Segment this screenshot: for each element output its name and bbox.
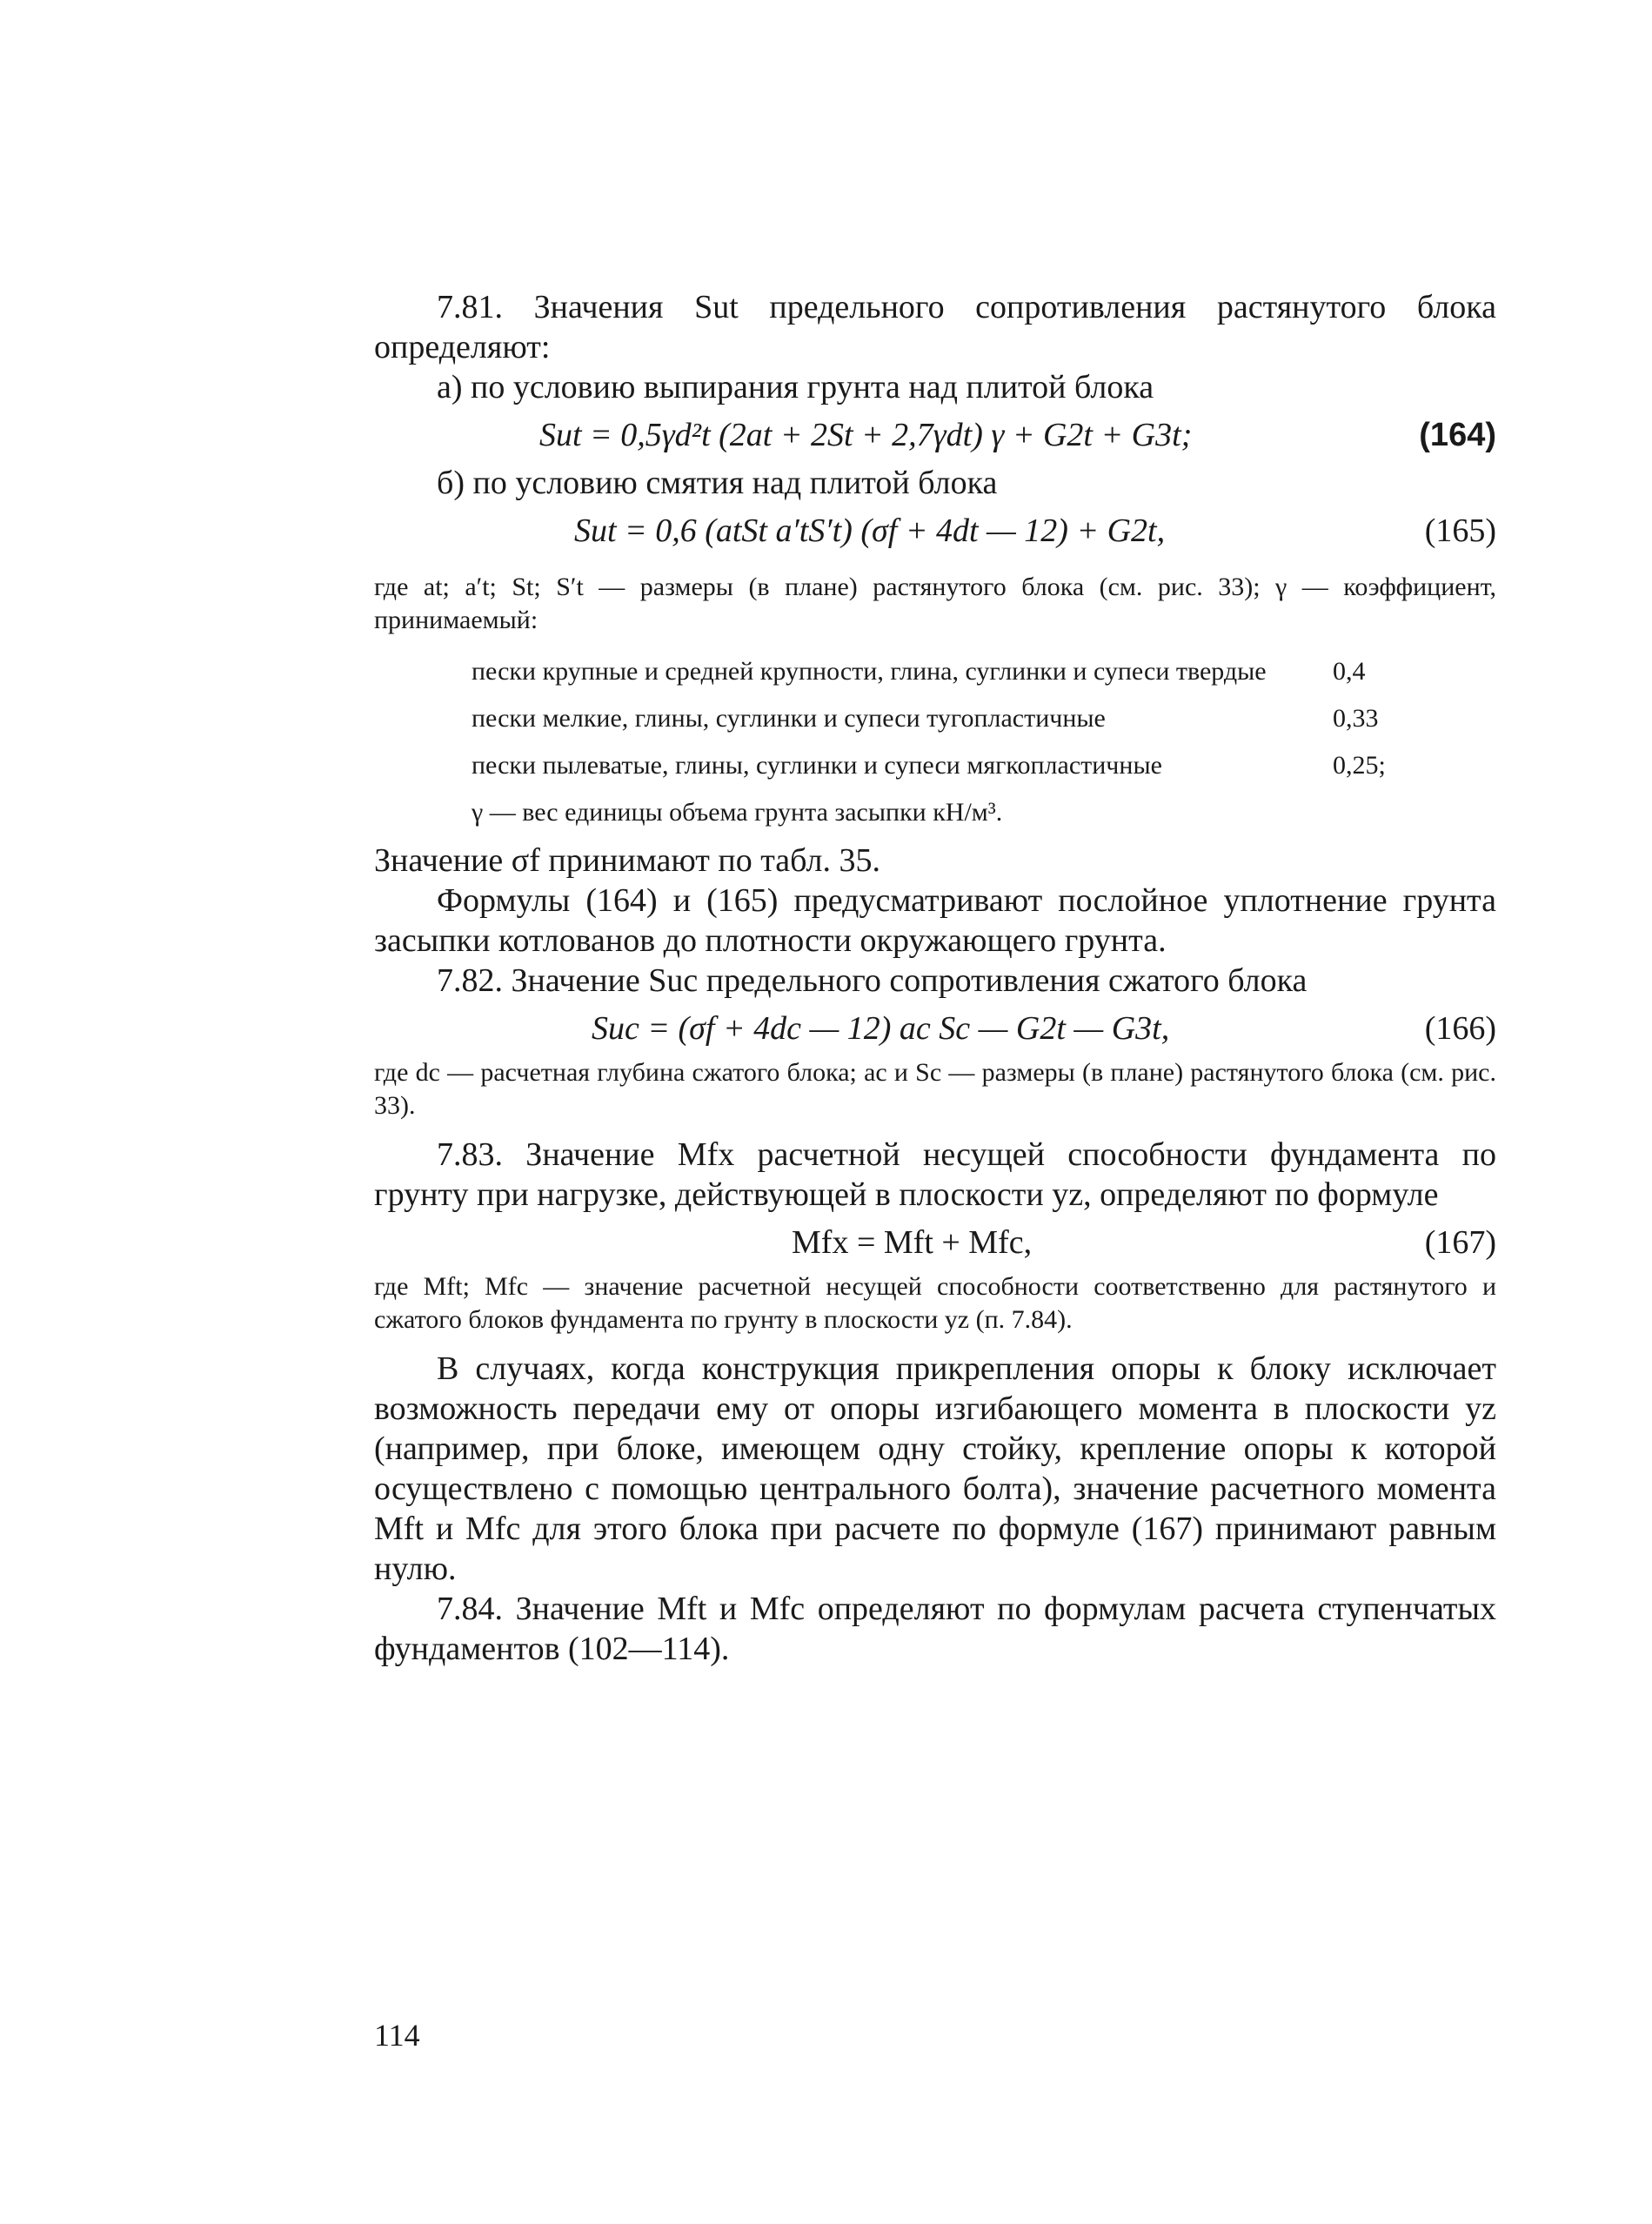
formula-164-expression: Sut = 0,5γd²t (2at + 2St + 2,7γdt) γ + G2t + G3t; xyxy=(539,417,1193,453)
coefficient-row xyxy=(472,750,1411,781)
formula-165 xyxy=(374,503,1496,559)
formula-165-number: (165) xyxy=(1424,512,1496,549)
formula-166-expression: Suc = (σf + 4dc — 12) ac Sc — G2t — G3t, xyxy=(592,1010,1170,1047)
formula-165-expression: Sut = 0,6 (atSt a′tS′t) (σf + 4dt — 12) + G2t, xyxy=(574,512,1166,549)
formulas-note: Формулы (164) и (165) предусматривают послойное уплотнение грунта засыпки котлованов до плотности окружающего грунта. xyxy=(374,882,1496,959)
coefficient-value: 0,25; xyxy=(1333,751,1386,780)
where-text-782: где dc — расчетная глубина сжатого блока; ac и Sc — размеры (в плане) растянутого блока (см. рис. 33). xyxy=(374,1058,1496,1120)
section-7-83-intro: 7.83. Значение Mfx расчетной несущей способности фундамента по грунту при нагрузке, действующей в плоскости yz, определяют по формуле xyxy=(374,1136,1496,1213)
gamma-note: γ — вес единицы объема грунта засыпки кН/м³. xyxy=(472,798,1003,827)
where-text-783: где Mft; Mfc — значение расчетной несущей способности соответственно для растянутого и сжатого блоков фундамента по грунту в плоскости yz (п. 7.84). xyxy=(374,1272,1496,1334)
section-7-84: 7.84. Значение Mft и Mfc определяют по формулам расчета ступенчатых фундаментов (102—114). xyxy=(374,1591,1496,1667)
item-a: а) по условию выпирания грунта над плитой блока xyxy=(437,369,1154,405)
coefficient-value: 0,33 xyxy=(1333,704,1379,733)
coefficient-label: пески мелкие, глины, суглинки и супеси тугопластичные xyxy=(472,704,1106,733)
coefficient-value: 0,4 xyxy=(1333,657,1366,686)
formula-164-number: (164) xyxy=(1419,417,1496,453)
item-b: б) по условию смятия над плитой блока xyxy=(437,465,998,501)
formula-167-number: (167) xyxy=(1424,1224,1496,1261)
coefficient-label: пески крупные и средней крупности, глина, суглинки и супеси твердые xyxy=(472,657,1267,686)
formula-167 xyxy=(374,1215,1496,1270)
section-7-81-intro: 7.81. Значения Sut предельного сопротивления растянутого блока определяют: xyxy=(374,289,1496,365)
formula-166-number: (166) xyxy=(1424,1010,1496,1047)
formula-166 xyxy=(374,1001,1496,1056)
document-page xyxy=(374,287,1496,1669)
coefficient-table xyxy=(472,656,1411,781)
cases-paragraph: В случаях, когда конструкция прикрепления опоры к блоку исключает возможность передачи ему от опоры изгибающего момента в плоскости yz (например, при блоке, имеющем одну стойку, крепление опоры к которой осуществлено с помощью центрального болта), значение расчетного момента Mft и Mfc для этого блока при расчете по формуле (167) принимают равным нулю. xyxy=(374,1350,1496,1587)
coefficient-row xyxy=(472,703,1411,734)
section-7-82-intro: 7.82. Значение Suc предельного сопротивления сжатого блока xyxy=(437,962,1308,999)
where-text-781: где at; a′t; St; S′t — размеры (в плане) растянутого блока (см. рис. 33); γ — коэффициент, принимаемый: xyxy=(374,573,1496,634)
coefficient-row xyxy=(472,656,1411,687)
coefficient-label: пески пылеватые, глины, суглинки и супеси мягкопластичные xyxy=(472,751,1162,780)
formula-167-expression: Mfx = Mft + Mfc, xyxy=(792,1224,1033,1261)
sigma-note: Значение σf принимают по табл. 35. xyxy=(374,842,880,879)
page-number: 114 xyxy=(374,2018,420,2053)
formula-164 xyxy=(374,407,1496,463)
